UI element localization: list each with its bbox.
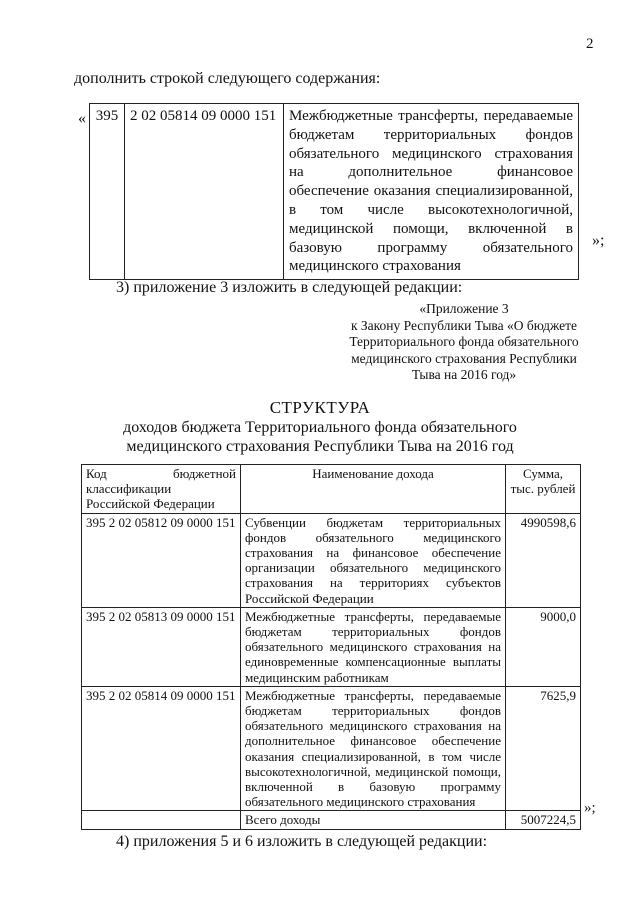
name-cell: Межбюджетные трансферты, передаваемые бюджетам территориальных фондов обязательного медицинского страхования на дополнительное финансовое обеспечение оказания специализированной, в том числе высокотехнологичной, медицинской помощи, включенной в базовую программу обязательного медицинского страхования <box>284 104 579 280</box>
appendix-line: к Закону Республики Тыва «О бюджете <box>350 317 577 333</box>
structure-subtitle: доходов бюджета Территориального фонда обязательного <box>123 419 517 436</box>
total-sum: 5007224,5 <box>506 811 581 829</box>
open-quote: « <box>78 110 86 127</box>
total-code-empty <box>82 811 241 829</box>
row-name: Межбюджетные трансферты, передаваемые бюджетам территориальных фондов обязательного медицинского страхования на дополнительное финансовое обеспечение оказания специализированной, в том числе высокотехнологичной, медицинской помощи, включенной в базовую программу обязательного медицинского страхования <box>241 686 506 811</box>
code-prefix-cell: 395 <box>90 104 125 280</box>
appendix-header <box>334 301 594 384</box>
row-name: Межбюджетные трансферты, передаваемые бюджетам территориальных фондов обязательного медицинского страхования на единовременные компенсационные выплаты медицинским работникам <box>241 607 506 686</box>
table-header-row <box>82 465 581 514</box>
row-code: 395 2 02 05812 09 0000 151 <box>82 513 241 607</box>
intro-paragraph: дополнить строкой следующего содержания: <box>74 70 381 87</box>
row-code: 395 2 02 05813 09 0000 151 <box>82 607 241 686</box>
table-row <box>82 607 581 686</box>
table-row <box>82 513 581 607</box>
table-total-row <box>82 811 581 829</box>
structure-title: СТРУКТУРА <box>269 398 371 417</box>
item3-paragraph: 3) приложение 3 изложить в следующей редакции: <box>116 279 463 296</box>
inline-code-table <box>89 103 579 280</box>
header-code: Код бюджетной классификации Российской Федерации <box>82 465 241 514</box>
header-name: Наименование дохода <box>241 465 506 514</box>
row-sum: 4990598,6 <box>506 513 581 607</box>
table-close-quote: »; <box>584 800 596 816</box>
structure-subtitle: медицинского страхования Республики Тыва на 2016 год <box>126 438 514 455</box>
row-code: 395 2 02 05814 09 0000 151 <box>82 686 241 811</box>
close-quote: »; <box>592 232 605 249</box>
total-label: Всего доходы <box>241 811 506 829</box>
appendix-line: Тыва на 2016 год» <box>411 367 517 383</box>
table-row <box>82 686 581 811</box>
item4-paragraph: 4) приложения 5 и 6 изложить в следующей редакции: <box>116 833 488 850</box>
row-sum: 9000,0 <box>506 607 581 686</box>
appendix-line: Территориального фонда обязательного <box>349 334 579 350</box>
page-number: 2 <box>586 36 594 52</box>
appendix-line: медицинского страхования Республики <box>351 350 577 366</box>
table-row <box>90 104 579 280</box>
header-sum: Сумма, тыс. рублей <box>506 465 581 514</box>
row-name: Субвенции бюджетам территориальных фондов обязательного медицинского страхования на финансовое обеспечение организации обязательного медицинского страхования на территориях субъектов Российской Федерации <box>241 513 506 607</box>
appendix-line: «Приложение 3 <box>419 301 509 316</box>
row-sum: 7625,9 <box>506 686 581 811</box>
code-cell: 2 02 05814 09 0000 151 <box>125 104 284 280</box>
structure-table <box>81 464 581 830</box>
